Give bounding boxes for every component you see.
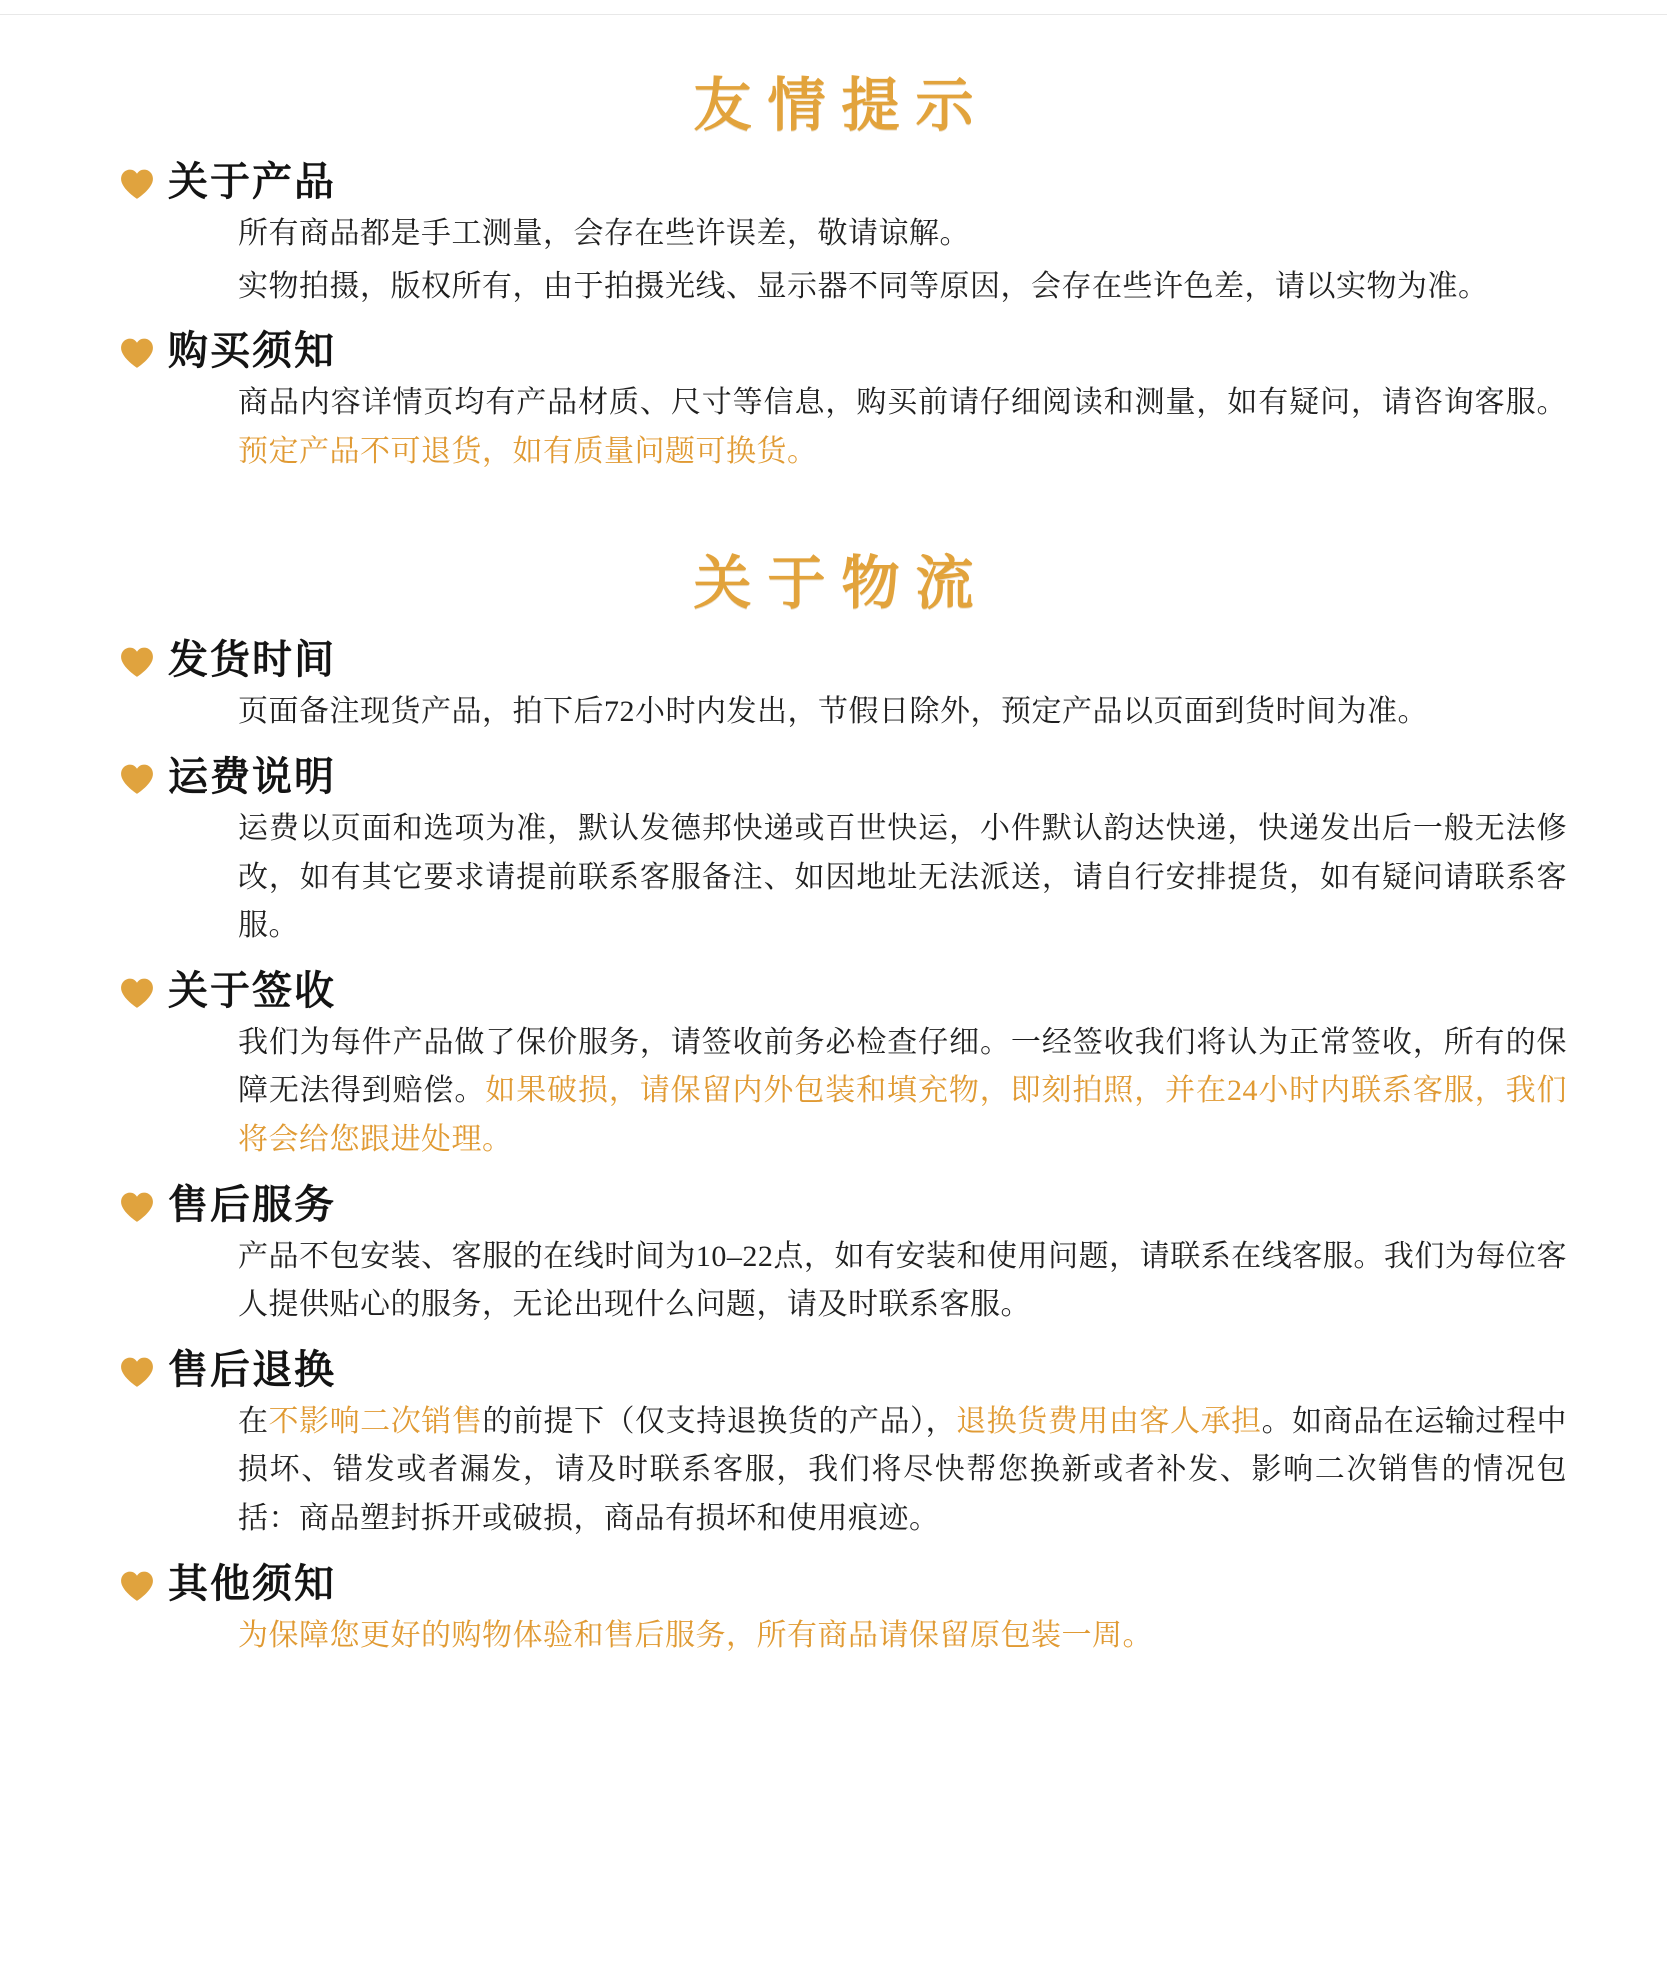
- body-text: 运费以页面和选项为准，默认发德邦快递或百世快运，小件默认韵达快递，快递发出后一般无法修改，如有其它要求请提前联系客服备注、如因地址无法派送，请自行安排提货，如有疑问请联系客服。: [238, 811, 1567, 943]
- block-body: [238, 1612, 1567, 1661]
- heart-icon: [120, 167, 154, 201]
- block-title: 关于产品: [168, 159, 336, 204]
- heart-icon: [120, 336, 154, 370]
- block-body: [238, 805, 1567, 951]
- body-text: 所有商品都是手工测量，会存在些许误差，敬请谅解。: [238, 217, 970, 250]
- body-text: 页面备注现货产品，拍下后72小时内发出，节假日除外，预定产品以页面到货时间为准。: [238, 695, 1428, 729]
- block-shipping-time: [60, 638, 1607, 737]
- block-header: [120, 638, 1607, 682]
- block-body: [238, 1398, 1567, 1544]
- section-heading-logistics: 关于物流: [693, 551, 990, 617]
- paragraph: [238, 210, 1567, 259]
- block-purchase-notes: [60, 329, 1607, 476]
- heart-icon: [120, 976, 154, 1010]
- block-header: [120, 1562, 1607, 1606]
- paragraph: [238, 1612, 1567, 1661]
- body-text: 商品内容详情页均有产品材质、尺寸等信息，购买前请仔细阅读和测量，如有疑问，请咨询客服。: [238, 386, 1567, 420]
- block-title: 发货时间: [168, 637, 336, 683]
- body-text: 。如商品在运输过程中损坏、错发或者漏发，请及时联系客服，我们将尽快帮您换新或者补发、影响二次销售的情况包括：商品塑封拆开或破损，商品有损坏和使用痕迹。: [238, 1404, 1568, 1535]
- heart-icon: [120, 1355, 154, 1389]
- block-body: [238, 688, 1567, 737]
- top-divider: [0, 0, 1667, 15]
- body-text: 在: [238, 1404, 269, 1438]
- block-title: 关于签收: [168, 967, 336, 1013]
- block-body: [238, 1233, 1567, 1330]
- paragraph: [238, 263, 1567, 312]
- body-text: 实物拍摄，版权所有，由于拍摄光线、显示器不同等原因，会存在些许色差，请以实物为准。: [238, 269, 1489, 303]
- block-header: [120, 329, 1607, 373]
- paragraph: [238, 379, 1567, 476]
- highlighted-text: 为保障您更好的购物体验和售后服务，所有商品请保留原包装一周。: [238, 1618, 1153, 1652]
- block-body: [238, 1019, 1567, 1165]
- heart-icon: [120, 762, 154, 796]
- block-title: 售后退换: [168, 1346, 336, 1392]
- block-title: 购买须知: [168, 328, 336, 374]
- block-header: [120, 969, 1607, 1013]
- block-title: 运费说明: [168, 753, 336, 799]
- highlighted-text: 预定产品不可退货，如有质量问题可换货。: [238, 434, 818, 468]
- paragraph: [238, 688, 1567, 737]
- heart-icon: [120, 1190, 154, 1224]
- block-body: [238, 379, 1567, 476]
- block-title: 售后服务: [168, 1181, 336, 1227]
- block-after-sales-service: [60, 1183, 1607, 1330]
- paragraph: [238, 1233, 1567, 1330]
- block-body: [238, 210, 1567, 311]
- body-text: 我们为每件产品做了保价服务，请签收前务必检查仔细。一经签收我们将认为正常签收，所有的保障无法得到赔偿。: [238, 1025, 1567, 1108]
- block-about-receiving: [60, 969, 1607, 1165]
- body-text: 产品不包安装、客服的在线时间为10–22点，如有安装和使用问题，请联系在线客服。我们为每位客人提供贴心的服务，无论出现什么问题，请及时联系客服。: [238, 1239, 1567, 1322]
- section-heading-tips: 友情提示: [693, 73, 990, 138]
- block-other-notes: [60, 1562, 1607, 1661]
- highlighted-text: 退换货费用由客人承担: [956, 1404, 1262, 1438]
- block-shipping-fee: [60, 755, 1607, 951]
- block-return-exchange: [60, 1348, 1607, 1544]
- highlighted-text: 如果破损，请保留内外包装和填充物，即刻拍照，并在24小时内联系客服，我们将会给您跟进处理。: [238, 1074, 1568, 1156]
- heart-icon: [120, 1569, 154, 1603]
- block-header: [120, 755, 1607, 799]
- block-header: [120, 160, 1607, 204]
- block-about-product: [60, 160, 1607, 311]
- highlighted-text: 不影响二次销售: [268, 1404, 483, 1438]
- paragraph: [238, 1019, 1567, 1165]
- body-text: 的前提下（仅支持退换货的产品），: [482, 1404, 957, 1438]
- paragraph: [238, 1398, 1567, 1544]
- paragraph: [238, 805, 1567, 951]
- block-title: 其他须知: [168, 1560, 336, 1606]
- block-header: [120, 1183, 1607, 1227]
- heart-icon: [120, 645, 154, 679]
- block-header: [120, 1348, 1607, 1392]
